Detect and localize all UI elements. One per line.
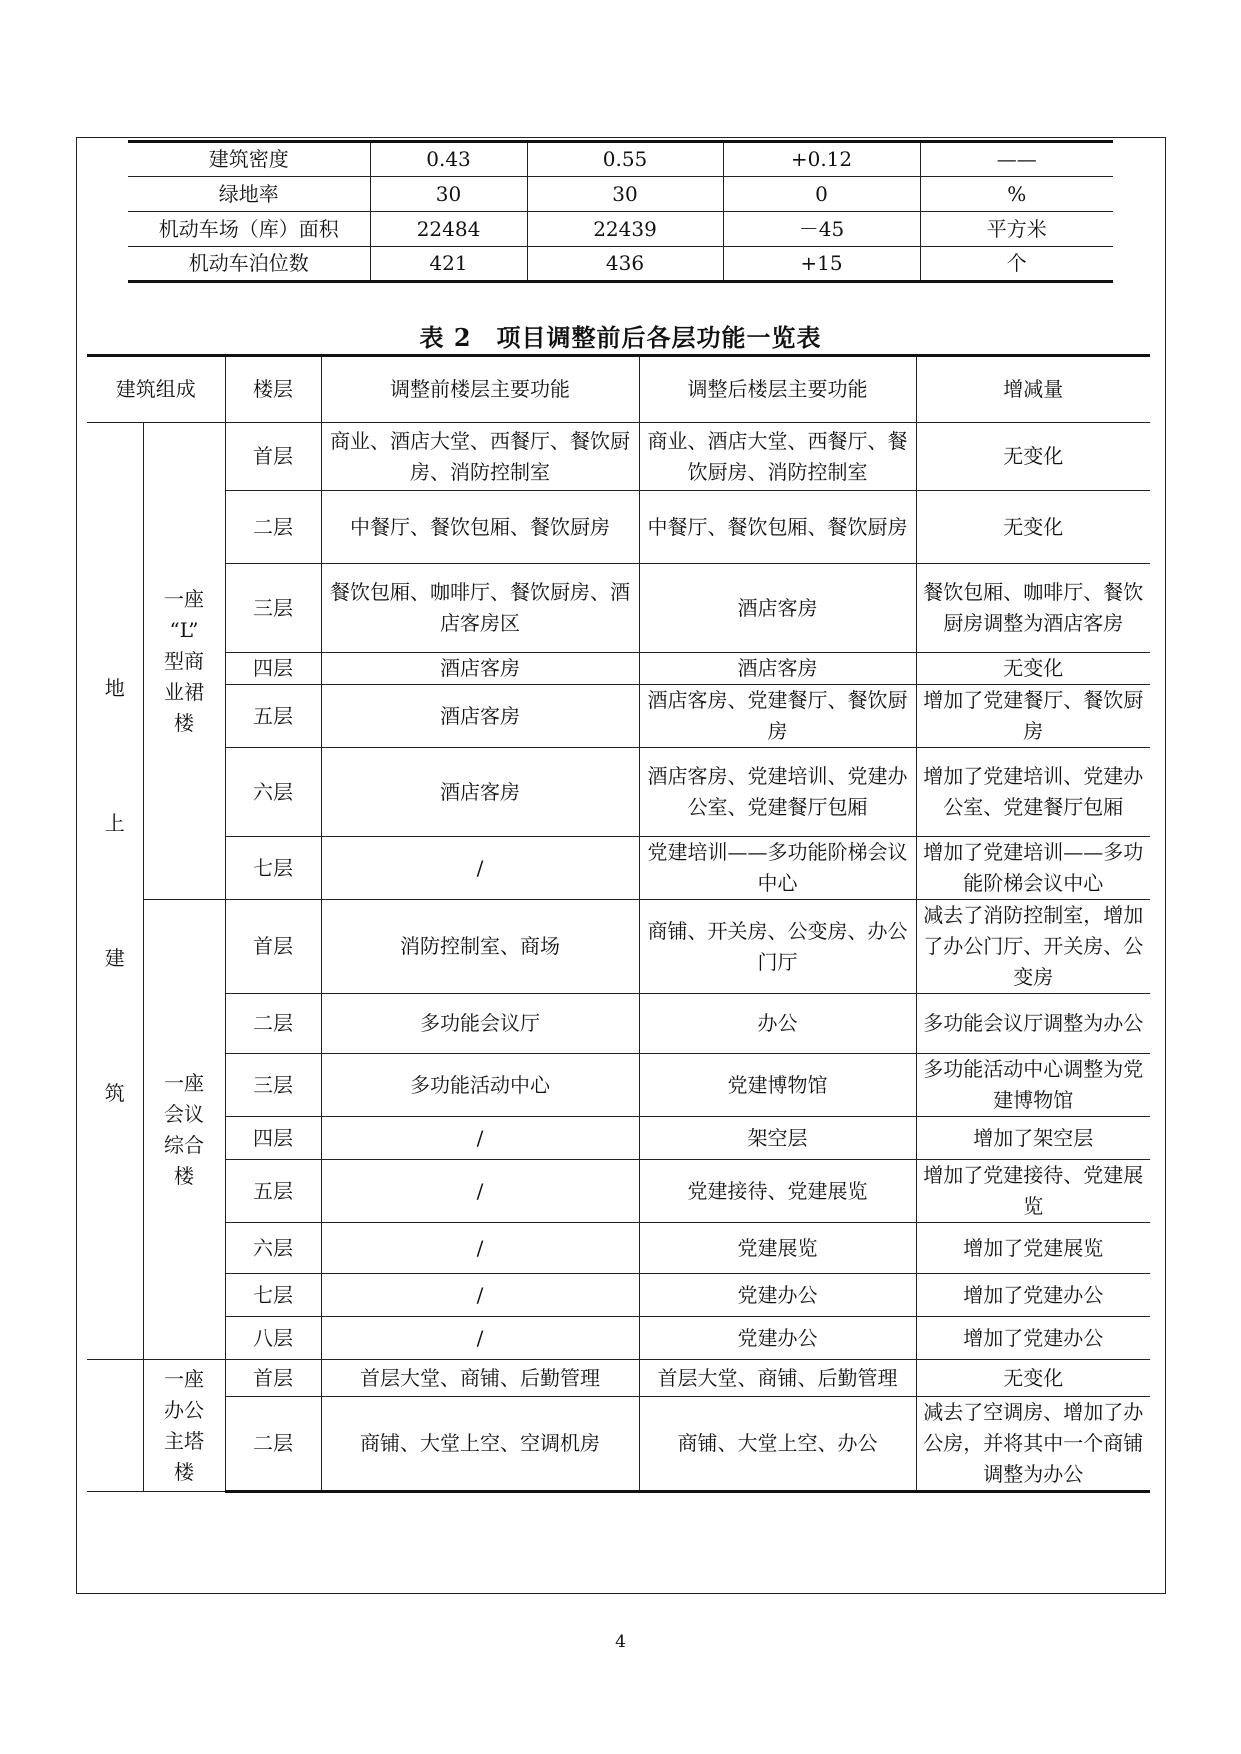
- before-cell: /: [321, 1274, 639, 1317]
- table-1-row: [128, 212, 1113, 247]
- floor-cell: 七层: [225, 1274, 321, 1317]
- section-label-char: 上: [104, 811, 125, 835]
- table-2: [87, 354, 1150, 1493]
- table-1-cell: +15: [723, 247, 920, 282]
- change-cell: 减去了消防控制室，增加了办公门厅、开关房、公变房: [916, 900, 1150, 994]
- before-cell: 多功能活动中心: [321, 1054, 639, 1117]
- table-2-row: [87, 1317, 1150, 1360]
- floor-cell: 五层: [225, 1160, 321, 1223]
- group-name-line: 型商: [164, 648, 204, 673]
- group-name-line: 主塔: [164, 1428, 204, 1453]
- before-cell: 多功能会议厅: [321, 994, 639, 1054]
- table-2-row: [87, 1117, 1150, 1160]
- after-cell: 首层大堂、商铺、后勤管理: [639, 1360, 916, 1397]
- change-cell: 增加了党建接待、党建展览: [916, 1160, 1150, 1223]
- table-1-row: [128, 142, 1113, 177]
- table-1-cell: 22439: [527, 212, 723, 247]
- section-label-char: 地: [104, 676, 125, 700]
- table-1-cell: 436: [527, 247, 723, 282]
- after-cell: 党建接待、党建展览: [639, 1160, 916, 1223]
- before-cell: 商铺、大堂上空、空调机房: [321, 1397, 639, 1492]
- table-1-cell: 机动车场（库）面积: [128, 212, 370, 247]
- table-2-row: [87, 900, 1150, 994]
- before-cell: 商业、酒店大堂、西餐厅、餐饮厨房、消防控制室: [321, 423, 639, 491]
- table-1-cell: %: [920, 177, 1113, 212]
- floor-cell: 首层: [225, 423, 321, 491]
- floor-cell: 五层: [225, 685, 321, 748]
- group-name-line: 楼: [174, 1459, 194, 1484]
- table-2-row: [87, 748, 1150, 837]
- table-1-cell: 个: [920, 247, 1113, 282]
- group-name-line: “L”: [169, 617, 199, 642]
- after-cell: 酒店客房: [639, 653, 916, 685]
- after-cell: 党建办公: [639, 1317, 916, 1360]
- after-cell: 商业、酒店大堂、西餐厅、餐饮厨房、消防控制室: [639, 423, 916, 491]
- section-label-char: 筑: [104, 1081, 125, 1105]
- change-cell: 多功能活动中心调整为党建博物馆: [916, 1054, 1150, 1117]
- change-cell: 增加了架空层: [916, 1117, 1150, 1160]
- after-cell: 酒店客房: [639, 564, 916, 653]
- table-2-row: [87, 653, 1150, 685]
- header-after: 调整后楼层主要功能: [639, 356, 916, 423]
- group-name: [143, 423, 225, 900]
- table-2-title: 表 2 项目调整前后各层功能一览表: [419, 323, 822, 352]
- group-name-line: 一座: [164, 586, 204, 611]
- table-1-cell: 0: [723, 177, 920, 212]
- after-cell: 酒店客房、党建餐厅、餐饮厨房: [639, 685, 916, 748]
- floor-cell: 三层: [225, 1054, 321, 1117]
- table-2-row: [87, 564, 1150, 653]
- before-cell: 酒店客房: [321, 685, 639, 748]
- before-cell: /: [321, 1317, 639, 1360]
- after-cell: 中餐厅、餐饮包厢、餐饮厨房: [639, 491, 916, 564]
- table-1-cell: 建筑密度: [128, 142, 370, 177]
- table-2-row: [87, 1160, 1150, 1223]
- header-before: 调整前楼层主要功能: [321, 356, 639, 423]
- floor-cell: 首层: [225, 900, 321, 994]
- table-1-cell: －45: [723, 212, 920, 247]
- table-2-row: [87, 1223, 1150, 1274]
- header-floor: 楼层: [225, 356, 321, 423]
- table-2-row: [87, 1274, 1150, 1317]
- after-cell: 党建培训——多功能阶梯会议中心: [639, 837, 916, 900]
- section-label-char: 建: [104, 946, 125, 970]
- before-cell: 酒店客房: [321, 653, 639, 685]
- change-cell: 增加了党建培训——多功能阶梯会议中心: [916, 837, 1150, 900]
- change-cell: 无变化: [916, 1360, 1150, 1397]
- table-2-row: [87, 837, 1150, 900]
- change-cell: 无变化: [916, 491, 1150, 564]
- before-cell: 中餐厅、餐饮包厢、餐饮厨房: [321, 491, 639, 564]
- after-cell: 党建博物馆: [639, 1054, 916, 1117]
- group-name-line: 办公: [164, 1397, 204, 1422]
- after-cell: 酒店客房、党建培训、党建办公室、党建餐厅包厢: [639, 748, 916, 837]
- floor-cell: 四层: [225, 653, 321, 685]
- change-cell: 增加了党建展览: [916, 1223, 1150, 1274]
- change-cell: 增加了党建办公: [916, 1274, 1150, 1317]
- before-cell: /: [321, 1160, 639, 1223]
- after-cell: 商铺、开关房、公变房、办公门厅: [639, 900, 916, 994]
- table-1-cell: 0.55: [527, 142, 723, 177]
- change-cell: 增加了党建办公: [916, 1317, 1150, 1360]
- page-number: 4: [615, 1632, 626, 1652]
- floor-cell: 七层: [225, 837, 321, 900]
- floor-cell: 六层: [225, 748, 321, 837]
- change-cell: 餐饮包厢、咖啡厅、餐饮厨房调整为酒店客房: [916, 564, 1150, 653]
- before-cell: /: [321, 1117, 639, 1160]
- floor-cell: 八层: [225, 1317, 321, 1360]
- before-cell: 餐饮包厢、咖啡厅、餐饮厨房、酒店客房区: [321, 564, 639, 653]
- floor-cell: 六层: [225, 1223, 321, 1274]
- change-cell: 增加了党建餐厅、餐饮厨房: [916, 685, 1150, 748]
- table-1-cell: 30: [370, 177, 527, 212]
- change-cell: 增加了党建培训、党建办公室、党建餐厅包厢: [916, 748, 1150, 837]
- table-1-cell: 421: [370, 247, 527, 282]
- table-1-cell: 0.43: [370, 142, 527, 177]
- header-change: 增减量: [916, 356, 1150, 423]
- table-1-cell: 绿地率: [128, 177, 370, 212]
- before-cell: 消防控制室、商场: [321, 900, 639, 994]
- group-name-line: 楼: [174, 1163, 194, 1188]
- floor-cell: 二层: [225, 994, 321, 1054]
- before-cell: 酒店客房: [321, 748, 639, 837]
- group-name-line: 综合: [164, 1132, 204, 1157]
- table-2-row: [87, 685, 1150, 748]
- group-name-line: 会议: [164, 1101, 204, 1126]
- header-composition: 建筑组成: [87, 356, 225, 423]
- table-2-header: [87, 356, 1150, 423]
- group-name-line: 一座: [164, 1366, 204, 1391]
- after-cell: 商铺、大堂上空、办公: [639, 1397, 916, 1492]
- group-name-line: 楼: [174, 710, 194, 735]
- table-1-cell: 22484: [370, 212, 527, 247]
- table-1-cell: 机动车泊位数: [128, 247, 370, 282]
- table-2-row: [87, 491, 1150, 564]
- floor-cell: 二层: [225, 1397, 321, 1492]
- floor-cell: 首层: [225, 1360, 321, 1397]
- table-1-cell: ——: [920, 142, 1113, 177]
- table-1-row: [128, 247, 1113, 282]
- table-1-row: [128, 177, 1113, 212]
- after-cell: 党建办公: [639, 1274, 916, 1317]
- change-cell: 无变化: [916, 423, 1150, 491]
- table-2-row: [87, 1397, 1150, 1492]
- group-name: [143, 900, 225, 1360]
- table-1-cell: +0.12: [723, 142, 920, 177]
- table-1-continuation: [128, 140, 1113, 283]
- table-2-row: [87, 423, 1150, 491]
- group-name-line: 业裙: [164, 679, 204, 704]
- before-cell: /: [321, 1223, 639, 1274]
- before-cell: 首层大堂、商铺、后勤管理: [321, 1360, 639, 1397]
- table-2-row: [87, 1054, 1150, 1117]
- floor-cell: 四层: [225, 1117, 321, 1160]
- section-label-above-ground: [87, 423, 143, 1360]
- floor-cell: 二层: [225, 491, 321, 564]
- before-cell: /: [321, 837, 639, 900]
- group-name: [143, 1360, 225, 1492]
- table-2-row: [87, 994, 1150, 1054]
- floor-cell: 三层: [225, 564, 321, 653]
- after-cell: 办公: [639, 994, 916, 1054]
- after-cell: 架空层: [639, 1117, 916, 1160]
- change-cell: 无变化: [916, 653, 1150, 685]
- table-2-row: [87, 1360, 1150, 1397]
- change-cell: 多功能会议厅调整为办公: [916, 994, 1150, 1054]
- change-cell: 减去了空调房、增加了办公房，并将其中一个商铺调整为办公: [916, 1397, 1150, 1492]
- table-1-cell: 30: [527, 177, 723, 212]
- table-1-cell: 平方米: [920, 212, 1113, 247]
- group-name-line: 一座: [164, 1070, 204, 1095]
- section-label-empty: [87, 1360, 143, 1492]
- after-cell: 党建展览: [639, 1223, 916, 1274]
